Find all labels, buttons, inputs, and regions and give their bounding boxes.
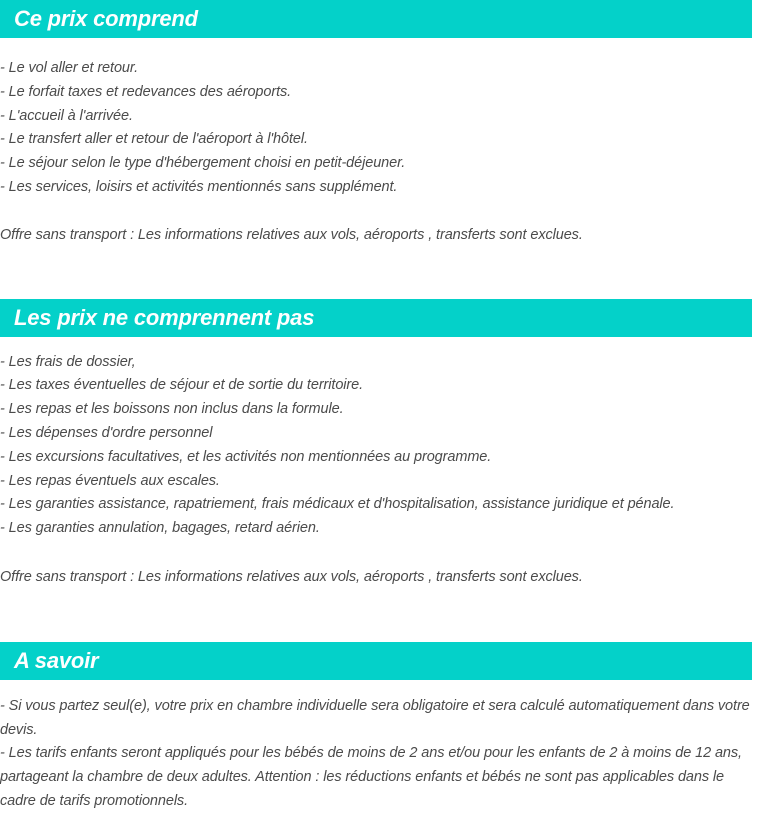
section-title: Les prix ne comprennent pas [14, 304, 315, 330]
section-body-ce-prix-comprend [0, 57, 758, 248]
section-body-les-prix-ne-comprennent-pas [0, 351, 758, 590]
list-item: - Les excursions facultatives, et les activités non mentionnées au programme. [0, 448, 492, 465]
list-item: - Les dépenses d'ordre personnel [0, 424, 213, 441]
section-header-les-prix-ne-comprennent-pas [0, 299, 752, 337]
list-item: - Le séjour selon le type d'hébergement choisi en petit-déjeuner. [0, 155, 406, 172]
list-item: - Les garanties assistance, rapatriement, frais médicaux et d'hospitalisation, assistance juridique et pénale. [0, 496, 675, 513]
list-item: - Le forfait taxes et redevances des aéroports. [0, 83, 292, 100]
section-header-a-savoir [0, 642, 752, 680]
paragraph: - Si vous partez seul(e), votre prix en chambre individuelle sera obligatoire et sera calculé automatiquement dans votre devis. [0, 697, 750, 738]
section-body-a-savoir [0, 695, 758, 814]
list-item: - Le transfert aller et retour de l'aéroport à l'hôtel. [0, 131, 308, 148]
list-item: - Les repas et les boissons non inclus dans la formule. [0, 401, 344, 418]
section-note: Offre sans transport : Les informations relatives aux vols, aéroports , transferts sont exclues. [0, 568, 583, 585]
list-item: - L'accueil à l'arrivée. [0, 107, 133, 124]
paragraph: - Les tarifs enfants seront appliqués pour les bébés de moins de 2 ans et/ou pour les enfants de 2 à moins de 12 ans, partageant la chambre de deux adultes. Attention : les réductions enfants et bébés ne sont pas applicables dans le cadre de tarifs promotionnels. [0, 745, 742, 809]
list-item: - Les repas éventuels aux escales. [0, 472, 220, 489]
list-item: - Le vol aller et retour. [0, 60, 138, 76]
list-item: - Les taxes éventuelles de séjour et de sortie du territoire. [0, 377, 364, 394]
section-title: Ce prix comprend [14, 6, 198, 31]
section-title: A savoir [14, 647, 99, 673]
list-item: - Les garanties annulation, bagages, retard aérien. [0, 520, 320, 537]
section-header-ce-prix-comprend [0, 0, 752, 38]
section-note: Offre sans transport : Les informations relatives aux vols, aéroports , transferts sont exclues. [0, 226, 583, 243]
list-item: - Les frais de dossier, [0, 353, 136, 370]
list-item: - Les services, loisirs et activités mentionnés sans supplément. [0, 178, 398, 195]
